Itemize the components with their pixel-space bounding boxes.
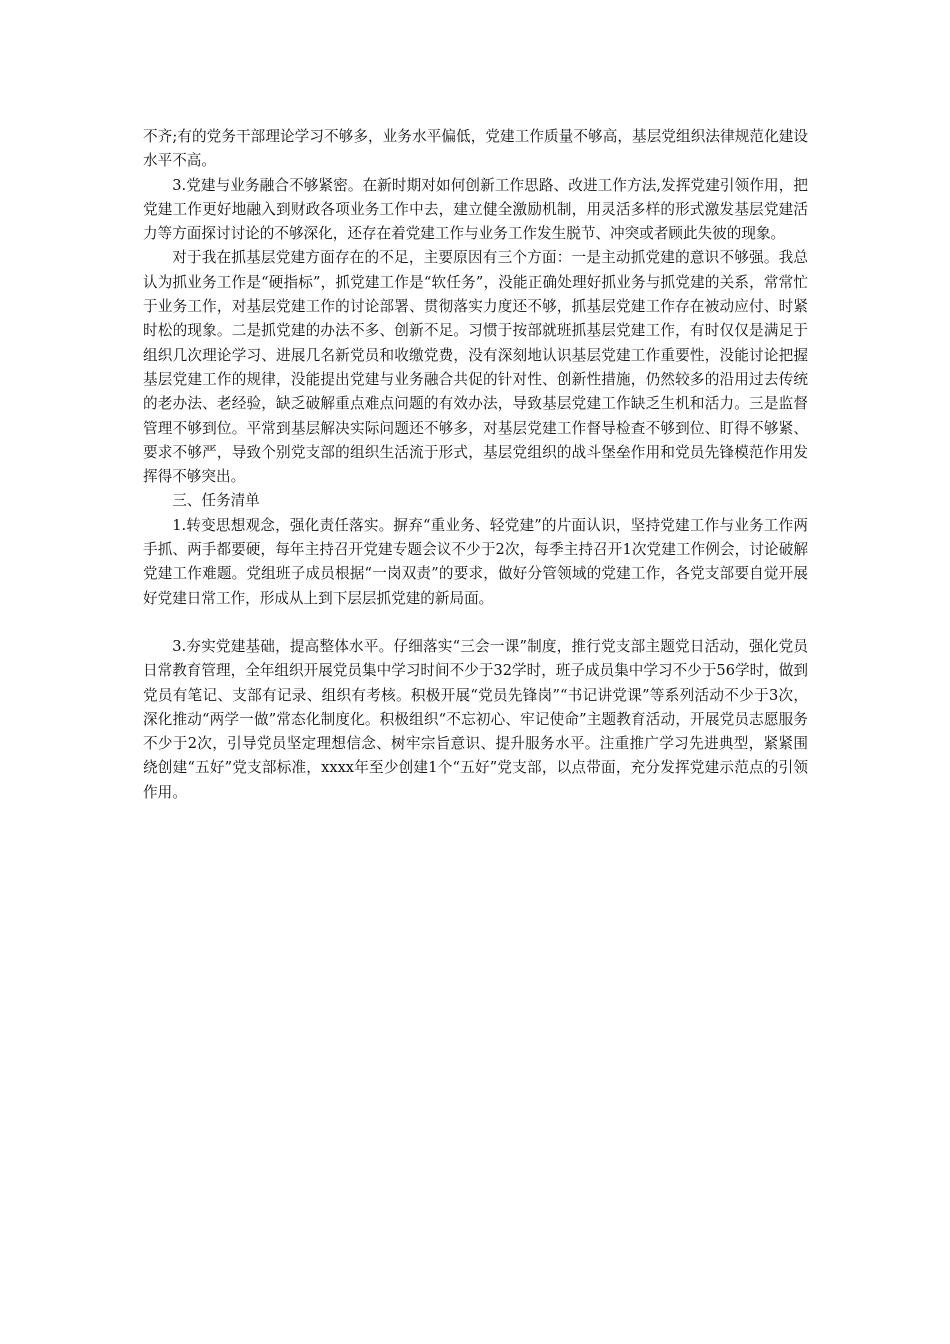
paragraph-task-1: 1.转变思想观念，强化责任落实。摒弃“重业务、轻党建”的片面认识，坚持党建工作与业务工作两手抓、两手都要硬，每年主持召开党建专题会议不少于2次，每季主持召开1次党建工作例会，讨论破解党建工作难题。党组班子成员根据“一岗双责”的要求，做好分管领域的党建工作，各党支部要自觉开展好党建日常工作，形成从上到下层层抓党建的新局面。 xyxy=(143,516,808,607)
paragraph-task-3: 3.夯实党建基础，提高整体水平。仔细落实“三会一课”制度，推行党支部主题党日活动，强化党员日常教育管理，全年组织开展党员集中学习时间不少于32学时，班子成员集中学习不少于56学时，做到党员有笔记、支部有记录、组织有考核。积极开展“党员先锋岗”“书记讲党课”等系列活动不少于3次，深化推动“两学一做”常态化制度化。积极组织“不忘初心、牢记使命”主题教育活动，开展党员志愿服务不少于2次，引导党员坚定理想信念、树牢宗旨意识、提升服务水平。注重推广学习先进典型，紧紧围绕创建“五好”党支部标准，xxxx年至少创建1个“五好”党支部，以点带面，充分发挥党建示范点的引领作用。 xyxy=(143,637,808,801)
section-heading-task-list: 三、任务清单 xyxy=(172,492,260,510)
document-body xyxy=(143,125,808,805)
paragraph-continuation: 不齐;有的党务干部理论学习不够多，业务水平偏低，党建工作质量不够高，基层党组织法律规范化建设水平不高。 xyxy=(143,128,808,170)
paragraph-item-3-integration: 3.党建与业务融合不够紧密。在新时期对如何创新工作思路、改进工作方法,发挥党建引领作用，把党建工作更好地融入到财政各项业务工作中去，建立健全激励机制，用灵活多样的形式激发基层党建活力等方面探讨讨论的不够深化，还存在着党建工作与业务工作发生脱节、冲突或者顾此失彼的现象。 xyxy=(143,176,808,243)
paragraph-spacer xyxy=(143,611,808,635)
paragraph-causes: 对于我在抓基层党建方面存在的不足，主要原因有三个方面：一是主动抓党建的意识不够强。我总认为抓业务工作是“硬指标”，抓党建工作是“软任务”，没能正确处理好抓业务与抓党建的关系，常常忙于业务工作，对基层党建工作的讨论部署、贯彻落实力度还不够，抓基层党建工作存在被动应付、时紧时松的现象。二是抓党建的办法不多、创新不足。习惯于按部就班抓基层党建工作，有时仅仅是满足于组织几次理论学习、进展几名新党员和收缴党费，没有深刻地认识基层党建工作重要性，没能讨论把握基层党建工作的规律，没能提出党建与业务融合共促的针对性、创新性措施，仍然较多的沿用过去传统的老办法、老经验，缺乏破解重点难点问题的有效办法，导致基层党建工作缺乏生机和活力。三是监督管理不够到位。平常到基层解决实际问题还不够多，对基层党建工作督导检查不够到位、盯得不够紧、要求不够严，导致个别党支部的组织生活流于形式，基层党组织的战斗堡垒作用和党员先锋模范作用发挥得不够突出。 xyxy=(143,249,808,486)
